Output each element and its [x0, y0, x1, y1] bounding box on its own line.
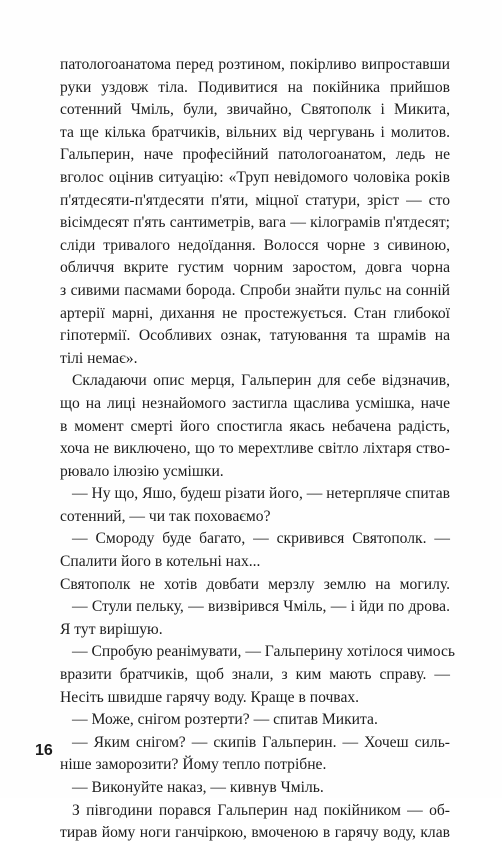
text-line: що на лиці незнайомого застигла щаслива усмішка, наче [60, 394, 450, 412]
text-line: артерії марні, дихання не простежується. Стан глибокої [60, 304, 450, 322]
text-line: тілі немає». [60, 349, 138, 367]
text-line: хоча не виключено, що то мерехтливе світло ліхтаря ство- [60, 440, 450, 458]
text-line: Несіть швидше гарячу воду. Краще в почвах. [60, 688, 360, 706]
text-line: сліди тривалого недоїдання. Волосся чорне з сивиною, [60, 236, 450, 254]
text-line: — Ну що, Яшо, будеш різати його, — нетерпляче спитав [72, 485, 450, 503]
text-line: З півгодини порався Гальперин над покійником — об- [72, 801, 450, 819]
text-line: п'ятдесяти-п'ятдесяти п'яти, міцної статури, зріст — сто [60, 191, 450, 209]
text-line: Гальперин, наче професійний патологоанатом, ледь не [60, 146, 450, 164]
text-line: — Виконуйте наказ, — кивнув Чміль. [72, 779, 324, 796]
text-line: Святополк не хотів довбати мерзлу землю на могилу. [60, 575, 450, 593]
text-line: Я тут вирішую. [60, 620, 163, 638]
text-line: патологоанатома перед розтином, покірливо випроставши [60, 56, 450, 73]
text-line: рювало ілюзію усмішки. [60, 462, 224, 480]
text-line: — Яким снігом? — скипів Гальперин. — Хочеш силь- [72, 733, 450, 751]
text-line: та ще кілька братчиків, вільних від чергувань і молитов. [60, 123, 450, 141]
text-line: — Спробую реанімувати, — Гальперину хотілося чимось [72, 643, 456, 661]
text-line: вголос оцінив ситуацію: «Труп невідомого чоловіка років [60, 168, 450, 186]
text-line: вісімдесят п'ять сантиметрів, вага — кілограмів п'ятдесят; [60, 214, 450, 232]
text-line: в момент смерті його спостигла якась небачена радість, [60, 417, 450, 435]
text-line: Складаючи опис мерця, Гальперин для себе відзначив, [72, 372, 450, 390]
body-text [60, 54, 456, 845]
text-line: — Може, снігом розтерти? — спитав Микита. [72, 711, 378, 729]
text-line: обличчя вкрите густим чорним заростом, довга чорна [60, 259, 450, 277]
page-number: 16 [35, 742, 53, 759]
text-line: — Стули пельку, — визвірився Чміль, — і йди по дрова. [72, 598, 450, 616]
text-line: Спалити його в котельні нах... [60, 553, 261, 571]
text-line: руки уздовж тіла. Подивитися на покійника прийшов [60, 78, 450, 96]
text-line: вразити братчиків, щоб знали, з ким мають справу. — [60, 666, 450, 684]
text-line: сотенний Чміль, були, звичайно, Святополк і Микита, [60, 101, 450, 119]
text-line: ніше заморозити? Йому тепло потрібне. [60, 756, 327, 774]
text-line: з сивими пасмами борода. Спроби знайти пульс на сонній [60, 281, 450, 299]
text-line: — Смороду буде багато, — скривився Святополк. — [72, 530, 450, 548]
text-line: гіпотермії. Особливих ознак, татуювання та шрамів на [60, 327, 450, 345]
text-line: сотенний, — чи так поховаємо? [60, 507, 271, 525]
text-line: тирав йому ноги ганчіркою, вмоченою в гарячу воду, клав [60, 824, 450, 842]
